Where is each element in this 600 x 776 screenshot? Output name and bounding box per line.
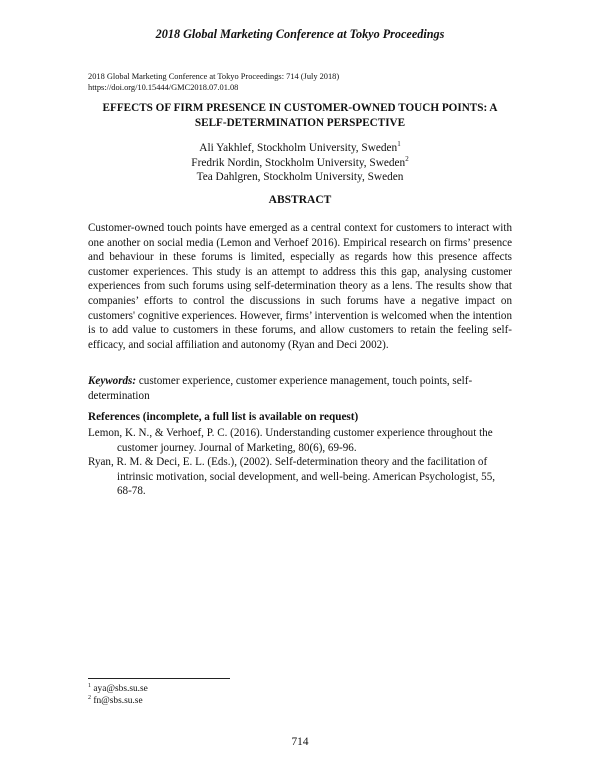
author-name: Tea Dahlgren, Stockholm University, Sweden — [196, 171, 404, 183]
page-number: 714 — [291, 736, 309, 748]
footnote — [88, 683, 148, 695]
keywords-text: customer experience, customer experience management, touch points, self-determination — [88, 375, 473, 402]
references-heading: References (incomplete, a full list is available on request) — [88, 411, 359, 423]
reference-item: Lemon, K. N., & Verhoef, P. C. (2016). Understanding customer experience throughout the customer journey. Journal of Marketing, 80(6), 69-96. — [88, 427, 493, 454]
reference-item: Ryan, R. M. & Deci, E. L. (Eds.), (2002). Self-determination theory and the facilitation of intrinsic motivation, social development, and well-being. American Psychologist, 55, 68-78. — [88, 456, 496, 498]
author-name: Ali Yakhlef, Stockholm University, Sweden — [199, 142, 398, 154]
running-header: 2018 Global Marketing Conference at Tokyo Proceedings — [155, 27, 445, 41]
footnote-divider — [88, 678, 230, 679]
author-line — [60, 170, 540, 185]
abstract-heading: ABSTRACT — [268, 194, 332, 206]
abstract-body: Customer-owned touch points have emerged as a central context for customers to interact with one another on social media (Lemon and Verhoef 2016). Empirical research on firms’ presence and behaviour in these forums is limited, especially as regards how this presence affects customer experiences. This study is an attempt to address this this gap, analysing customer experiences from such forums using self-determination theory as a lens. The results show that companies’ efforts to control the discussions in such forums have a negative impact on customers' cognitive experiences. However, firms’ intervention is welcomed when the intention is to add value to customers in these forums, and allow customers to retain the feeling self-efficacy, and social affiliation and autonomy (Ryan and Deci 2002). — [88, 222, 513, 351]
paper-title-line: EFFECTS OF FIRM PRESENCE IN CUSTOMER-OWNED TOUCH POINTS: A — [102, 102, 498, 114]
author-list — [60, 141, 540, 185]
references-list — [88, 426, 512, 499]
footnote-mark: 2 — [405, 154, 409, 163]
author-line — [60, 141, 540, 156]
paper-title-line: SELF-DETERMINATION PERSPECTIVE — [194, 116, 406, 129]
citation-block — [88, 71, 339, 93]
footnote-mark: 1 — [88, 682, 91, 689]
doi-link[interactable]: https://doi.org/10.15444/GMC2018.07.01.08 — [88, 83, 239, 92]
keywords — [88, 374, 512, 403]
footnote-mark: 1 — [397, 140, 401, 149]
paper-title — [60, 101, 540, 130]
footnotes — [88, 683, 148, 707]
keywords-label: Keywords: — [88, 375, 137, 387]
footnote — [88, 695, 148, 707]
footnote-email[interactable]: fn@sbs.su.se — [91, 696, 143, 706]
author-line — [60, 156, 540, 171]
citation-line: 2018 Global Marketing Conference at Tokyo Proceedings: 714 (July 2018) — [88, 72, 340, 81]
footnote-mark: 2 — [88, 694, 91, 701]
footnote-email[interactable]: aya@sbs.su.se — [91, 684, 148, 694]
author-name: Fredrik Nordin, Stockholm University, Sweden — [191, 156, 406, 169]
